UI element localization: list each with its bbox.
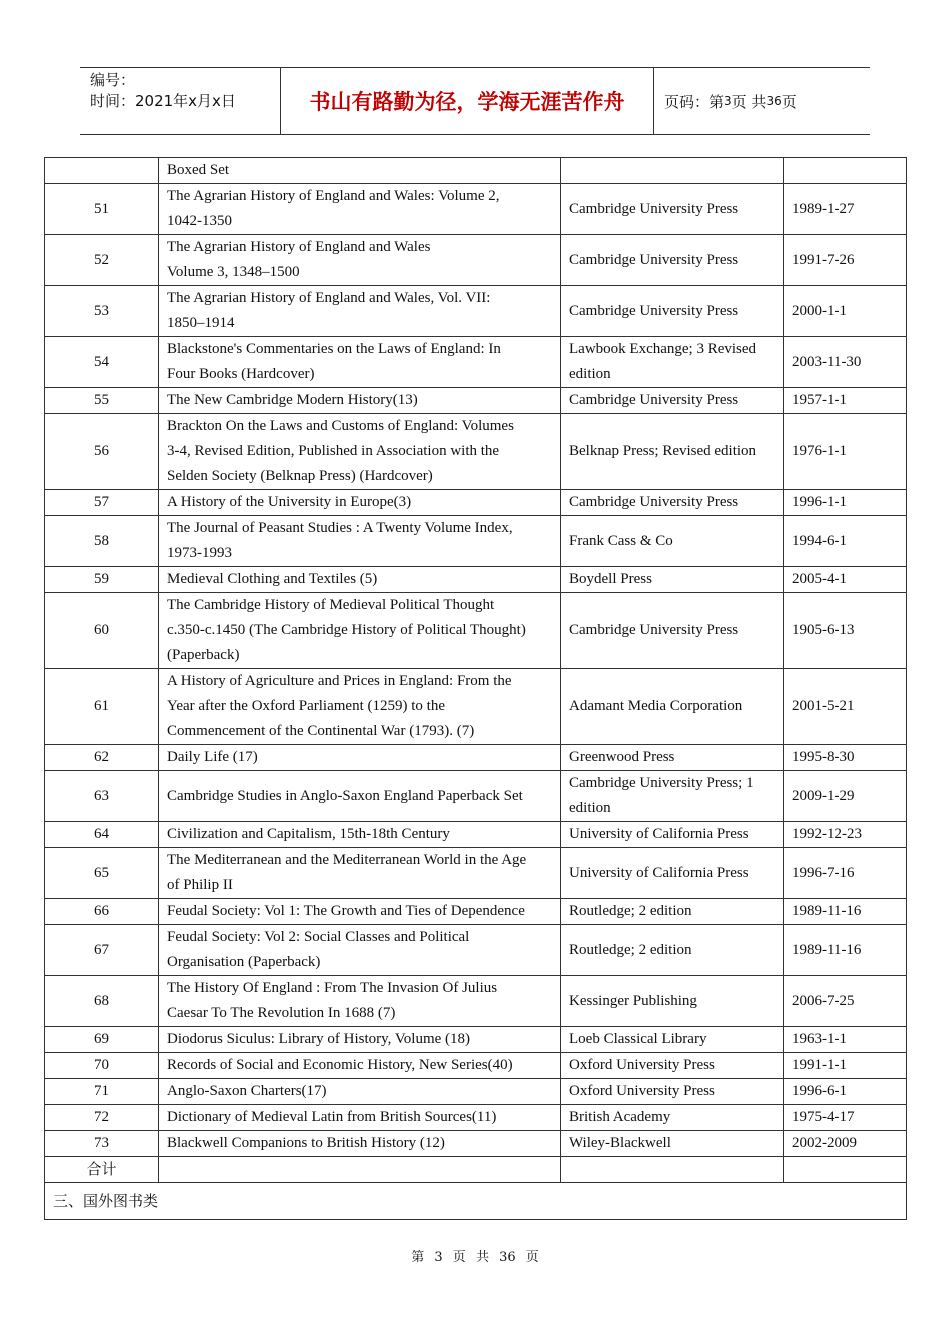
cell-line: 1973-1993 <box>167 545 232 561</box>
publisher <box>561 388 784 414</box>
row-number: 63 <box>45 771 159 822</box>
publish-date: 1905-6-13 <box>784 593 907 669</box>
book-title <box>159 1131 561 1157</box>
row-number: 54 <box>45 337 159 388</box>
cell-line: Anglo-Saxon Charters(17) <box>167 1083 327 1099</box>
header-page-info <box>654 68 870 134</box>
publish-date: 2003-11-30 <box>784 337 907 388</box>
cell-line: The Agrarian History of England and Wales, Vol. VII: <box>167 290 491 306</box>
book-title <box>159 235 561 286</box>
cell-line: Year after the Oxford Parliament (1259) to the <box>167 698 445 714</box>
publisher <box>561 1079 784 1105</box>
row-number: 52 <box>45 235 159 286</box>
cell-line: Diodorus Siculus: Library of History, Volume (18) <box>167 1031 471 1047</box>
cell-line: University of California Press <box>569 864 749 881</box>
footer-current: 3 <box>434 1250 443 1265</box>
row-number: 53 <box>45 286 159 337</box>
cell-line: Caesar To The Revolution In 1688 (7) <box>167 1005 396 1021</box>
cell-line: The Agrarian History of England and Wales <box>167 239 431 255</box>
footer-pre: 第 <box>411 1250 425 1265</box>
cell-line: Routledge; 2 edition <box>569 903 692 919</box>
publisher <box>561 184 784 235</box>
publisher <box>561 899 784 925</box>
book-title <box>159 1079 561 1105</box>
publisher <box>561 1131 784 1157</box>
row-number: 51 <box>45 184 159 235</box>
cell-line: 3-4, Revised Edition, Published in Association with the <box>167 443 500 459</box>
publisher <box>561 822 784 848</box>
cell-line: A History of the University in Europe(3) <box>167 494 412 510</box>
cell-line: Blackstone's Commentaries on the Laws of England: In <box>167 341 501 357</box>
cell-line: Selden Society (Belknap Press) (Hardcover) <box>167 468 433 484</box>
row-number: 69 <box>45 1027 159 1053</box>
table-row <box>45 286 907 337</box>
table-row <box>45 184 907 235</box>
row-number: 59 <box>45 567 159 593</box>
book-title <box>159 899 561 925</box>
book-title <box>159 516 561 567</box>
table-row <box>45 771 907 822</box>
publish-date: 2000-1-1 <box>784 286 907 337</box>
publish-date: 1992-12-23 <box>784 822 907 848</box>
table-row <box>45 567 907 593</box>
publisher <box>561 771 784 822</box>
cell-line: Belknap Press; Revised edition <box>569 443 757 459</box>
row-number: 62 <box>45 745 159 771</box>
row-number: 56 <box>45 414 159 490</box>
cell-line: The History Of England : From The Invasion Of Julius <box>167 980 498 996</box>
table-row <box>45 1105 907 1131</box>
cell-line: Cambridge University Press <box>569 251 739 268</box>
book-title <box>159 669 561 745</box>
page-label-pre: 页码：第 <box>664 92 725 111</box>
cell-line: Cambridge University Press <box>569 302 739 319</box>
row-number: 57 <box>45 490 159 516</box>
row-number: 68 <box>45 976 159 1027</box>
publish-date: 1989-1-27 <box>784 184 907 235</box>
cell-line: Oxford University Press <box>569 1083 715 1099</box>
book-title <box>159 745 561 771</box>
cell-line: Four Books (Hardcover) <box>167 366 315 382</box>
total-publisher <box>561 1157 784 1183</box>
publisher <box>561 337 784 388</box>
page-footer <box>0 1246 950 1265</box>
table-row <box>45 235 907 286</box>
publish-date: 1975-4-17 <box>784 1105 907 1131</box>
publisher <box>561 1027 784 1053</box>
publish-date: 1957-1-1 <box>784 388 907 414</box>
total-title <box>159 1157 561 1183</box>
book-title <box>159 771 561 822</box>
row-number: 73 <box>45 1131 159 1157</box>
table-row <box>45 490 907 516</box>
cell-line: Feudal Society: Vol 1: The Growth and Ties of Dependence <box>167 903 525 919</box>
publisher <box>561 925 784 976</box>
cell-line: 1850–1914 <box>167 315 235 331</box>
publisher <box>561 286 784 337</box>
section-row <box>45 1183 907 1220</box>
book-title <box>159 925 561 976</box>
cell-line: Cambridge University Press <box>569 622 739 638</box>
footer-post: 页 <box>525 1250 539 1265</box>
cell-line: Organisation (Paperback) <box>167 954 321 970</box>
publisher <box>561 976 784 1027</box>
table-row <box>45 158 907 184</box>
row-number: 71 <box>45 1079 159 1105</box>
row-number: 67 <box>45 925 159 976</box>
publish-date: 1995-8-30 <box>784 745 907 771</box>
cell-line: Cambridge University Press <box>569 392 739 408</box>
publish-date: 1991-7-26 <box>784 235 907 286</box>
cell-line: Kessinger Publishing <box>569 992 697 1009</box>
publisher <box>561 1105 784 1131</box>
table-row <box>45 388 907 414</box>
book-title <box>159 414 561 490</box>
cell-line: Loeb Classical Library <box>569 1031 707 1047</box>
header-meta <box>80 68 281 134</box>
row-number: 64 <box>45 822 159 848</box>
row-number: 61 <box>45 669 159 745</box>
cell-line: Wiley-Blackwell <box>569 1135 671 1151</box>
cell-line: Dictionary of Medieval Latin from British Sources(11) <box>167 1109 497 1125</box>
book-title <box>159 976 561 1027</box>
cell-line: The Mediterranean and the Mediterranean World in the Age <box>167 852 527 868</box>
cell-line: Records of Social and Economic History, New Series(40) <box>167 1057 513 1073</box>
publish-date: 2006-7-25 <box>784 976 907 1027</box>
cell-line: Oxford University Press <box>569 1057 715 1073</box>
cell-line: Volume 3, 1348–1500 <box>167 264 300 280</box>
book-title <box>159 337 561 388</box>
publish-date: 1963-1-1 <box>784 1027 907 1053</box>
publish-date: 1976-1-1 <box>784 414 907 490</box>
publish-date: 1989-11-16 <box>784 925 907 976</box>
publish-date: 1991-1-1 <box>784 1053 907 1079</box>
cell-line: University of California Press <box>569 826 749 842</box>
total-date <box>784 1157 907 1183</box>
total-row <box>45 1157 907 1183</box>
cell-line: A History of Agriculture and Prices in England: From the <box>167 673 512 689</box>
cell-line: of Philip II <box>167 877 233 893</box>
book-title <box>159 822 561 848</box>
publish-date: 1994-6-1 <box>784 516 907 567</box>
publisher <box>561 848 784 899</box>
table-row <box>45 337 907 388</box>
table-row <box>45 822 907 848</box>
cell-line: Cambridge Studies in Anglo-Saxon England Paperback Set <box>167 787 523 804</box>
cell-line: c.350-c.1450 (The Cambridge History of Political Thought) <box>167 622 526 638</box>
header-motto: 书山有路勤为径，学海无涯苦作舟 <box>281 68 654 134</box>
book-title <box>159 593 561 669</box>
cell-line: Brackton On the Laws and Customs of England: Volumes <box>167 418 514 434</box>
cell-line: Commencement of the Continental War (1793). (7) <box>167 723 475 739</box>
cell-line: Cambridge University Press <box>569 494 739 510</box>
publisher <box>561 669 784 745</box>
table-row <box>45 593 907 669</box>
cell-line: (Paperback) <box>167 647 240 663</box>
book-title <box>159 1105 561 1131</box>
publish-date: 1996-7-16 <box>784 848 907 899</box>
cell-line: Civilization and Capitalism, 15th-18th Century <box>167 826 450 842</box>
row-number: 70 <box>45 1053 159 1079</box>
book-title <box>159 1053 561 1079</box>
book-title <box>159 1027 561 1053</box>
cell-line: Greenwood Press <box>569 749 675 765</box>
page-current: 3 <box>724 94 732 108</box>
book-title <box>159 848 561 899</box>
publish-date <box>784 158 907 184</box>
page-label-mid: 页 共 <box>731 92 767 111</box>
footer-mid2: 共 <box>475 1250 489 1265</box>
cell-line: The Journal of Peasant Studies : A Twenty Volume Index, <box>167 520 513 536</box>
cell-line: edition <box>569 800 611 816</box>
page-total: 36 <box>766 94 782 108</box>
footer-total: 36 <box>499 1250 516 1265</box>
cell-line: Daily Life (17) <box>167 749 258 765</box>
row-number: 60 <box>45 593 159 669</box>
row-number: 66 <box>45 899 159 925</box>
table-row <box>45 1131 907 1157</box>
section-heading: 三、国外图书类 <box>45 1183 907 1220</box>
table-row <box>45 899 907 925</box>
publisher <box>561 516 784 567</box>
table-row <box>45 516 907 567</box>
cell-line: Boydell Press <box>569 571 652 587</box>
date-label: 时间：2021年x月x日 <box>90 92 236 110</box>
book-title <box>159 490 561 516</box>
row-number: 55 <box>45 388 159 414</box>
row-number <box>45 158 159 184</box>
total-label: 合计 <box>45 1157 159 1183</box>
cell-line: Cambridge University Press <box>569 200 739 217</box>
cell-line: The New Cambridge Modern History(13) <box>167 392 418 408</box>
row-number: 65 <box>45 848 159 899</box>
cell-line: Medieval Clothing and Textiles (5) <box>167 571 378 587</box>
page-label-post: 页 <box>781 92 797 111</box>
book-title <box>159 286 561 337</box>
publisher <box>561 158 784 184</box>
page-header <box>80 67 870 135</box>
publisher <box>561 414 784 490</box>
table-row <box>45 848 907 899</box>
book-table <box>44 157 907 1220</box>
cell-line: edition <box>569 366 611 382</box>
book-title: Boxed Set <box>159 158 561 184</box>
doc-number-label: 编号： <box>90 71 136 89</box>
cell-line: Routledge; 2 edition <box>569 941 692 958</box>
table-row <box>45 976 907 1027</box>
publisher <box>561 490 784 516</box>
cell-line: Cambridge University Press; 1 <box>569 775 754 791</box>
cell-line: 1042-1350 <box>167 213 232 229</box>
publish-date: 2009-1-29 <box>784 771 907 822</box>
publisher <box>561 567 784 593</box>
row-number: 58 <box>45 516 159 567</box>
book-title <box>159 184 561 235</box>
table-row <box>45 1027 907 1053</box>
book-title <box>159 567 561 593</box>
cell-line: The Cambridge History of Medieval Political Thought <box>167 597 495 613</box>
publisher <box>561 235 784 286</box>
publish-date: 1996-6-1 <box>784 1079 907 1105</box>
table-row <box>45 1053 907 1079</box>
publish-date: 2002-2009 <box>784 1131 907 1157</box>
publisher <box>561 1053 784 1079</box>
cell-line: Adamant Media Corporation <box>569 698 743 714</box>
table-row <box>45 414 907 490</box>
cell-line: Feudal Society: Vol 2: Social Classes and Political <box>167 929 470 945</box>
publisher <box>561 593 784 669</box>
cell-line: Blackwell Companions to British History (12) <box>167 1135 445 1151</box>
cell-line: The Agrarian History of England and Wales: Volume 2, <box>167 188 500 204</box>
publish-date: 1996-1-1 <box>784 490 907 516</box>
publish-date: 2005-4-1 <box>784 567 907 593</box>
table-row <box>45 745 907 771</box>
publish-date: 2001-5-21 <box>784 669 907 745</box>
table-row <box>45 925 907 976</box>
row-number: 72 <box>45 1105 159 1131</box>
cell-line: Lawbook Exchange; 3 Revised <box>569 341 757 357</box>
cell-line: Frank Cass & Co <box>569 532 673 549</box>
publish-date: 1989-11-16 <box>784 899 907 925</box>
cell-line: British Academy <box>569 1109 671 1125</box>
footer-mid1: 页 <box>452 1250 466 1265</box>
table-row <box>45 1079 907 1105</box>
book-title <box>159 388 561 414</box>
publisher <box>561 745 784 771</box>
table-row <box>45 669 907 745</box>
